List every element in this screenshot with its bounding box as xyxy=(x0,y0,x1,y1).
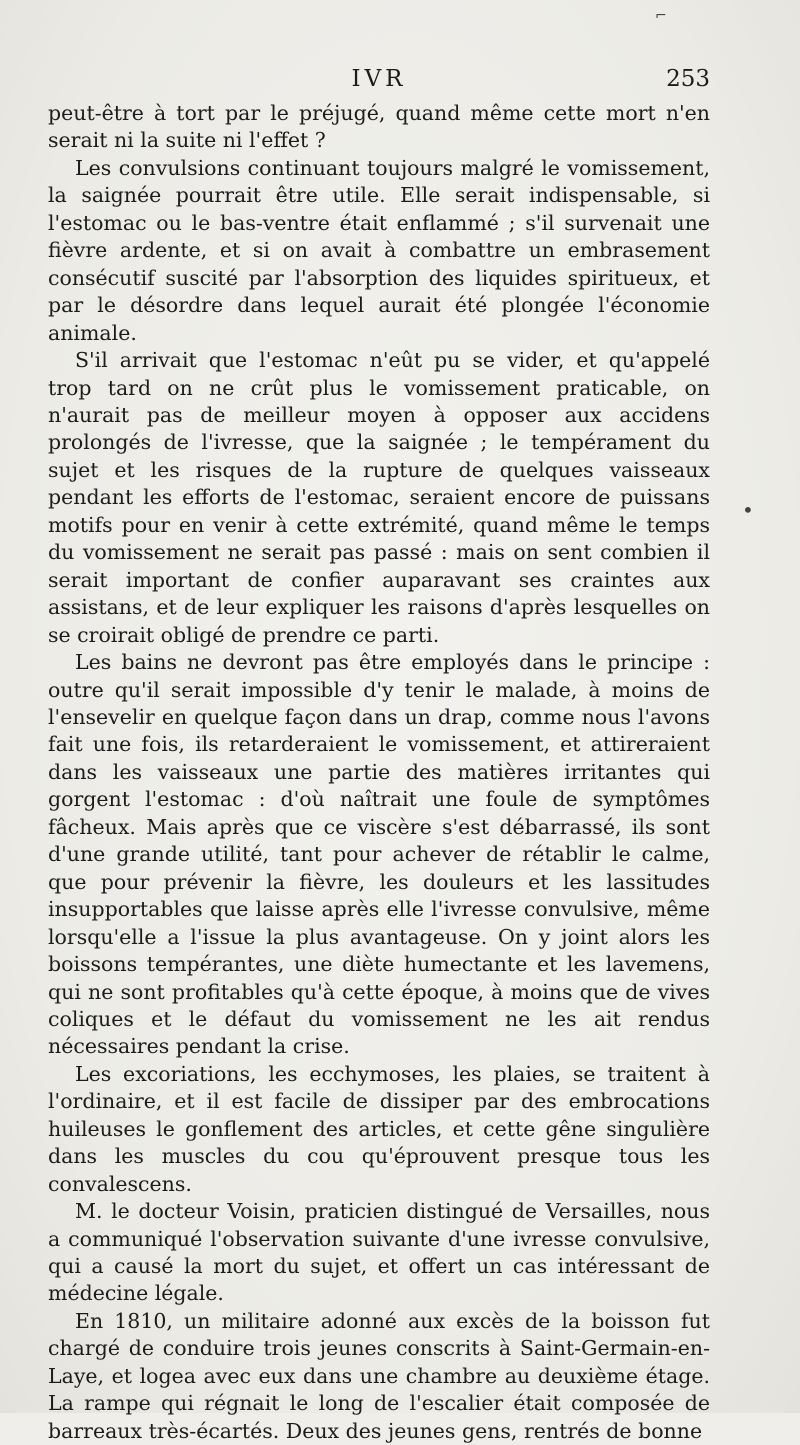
paragraph-voisin: M. le docteur Voisin, praticien distingué de Versailles, nous a communiqué l'observation suivante d'une ivresse convulsive, qui a causé la mort du sujet, et offert un cas intéressant de médecine légale. xyxy=(48,1199,710,1306)
paragraph-continued: peut-être à tort par le préjugé, quand même cette mort n'en serait ni la suite ni l'effet ? xyxy=(48,101,710,153)
paragraph-1810: En 1810, un militaire adonné aux excès de la boisson fut chargé de conduire trois jeunes conscrits à Saint-Germain-en-Laye, et logea avec eux dans une chambre au deuxième étage. La rampe qui régnait le long de l'escalier était composée de barreaux très-écartés. Deux des jeunes gens, rentrés de bonne xyxy=(48,1308,710,1443)
page-number: 253 xyxy=(666,66,710,92)
paragraph-excoriations: Les excoriations, les ecchymoses, les plaies, se traitent à l'ordinaire, et il est facile de dissiper par des embrocations huileuses le gonflement des articles, et cette gêne singulière dans les muscles du cou qu'éprouvent presque tous les convalescens. xyxy=(48,1061,710,1196)
running-title: IVR xyxy=(351,66,407,92)
paragraph-saignee: S'il arrivait que l'estomac n'eût pu se vider, et qu'appelé trop tard on ne crût plus le vomissement praticable, on n'aurait pas de meilleur moyen à opposer aux accidens prolongés de l'ivresse, que la saignée ; le tempérament du sujet et les risques de la rupture de quelques vaisseaux pendant les efforts de l'estomac, seraient encore de puissans motifs pour en venir à cette extrémité, quand même le temps du vomissement ne serait pas passé : mais on sent combien il serait important de confier auparavant ses craintes aux assistans, et de leur expliquer les raisons d'après lesquelles on se croirait obligé de prendre ce parti. xyxy=(48,348,710,647)
body-text xyxy=(48,100,710,1445)
paragraph-convulsions: Les convulsions continuant toujours malgré le vomissement, la saignée pourrait être utile. Elle serait indispensable, si l'estomac ou le bas-ventre était enflammé ; s'il survenait une fièvre ardente, et si on avait à combattre un embrasement consécutif suscité par l'absorption des liquides spiritueux, et par le désordre dans lequel aurait été plongée l'économie animale. xyxy=(48,155,710,345)
running-head xyxy=(48,66,710,102)
margin-speck: • xyxy=(742,498,754,522)
paragraph-bains: Les bains ne devront pas être employés dans le principe : outre qu'il serait impossible d'y tenir le malade, à moins de l'ensevelir en quelque façon dans un drap, comme nous l'avons fait une fois, ils retarderaient le vomissement, et attireraient dans les vaisseaux une partie des matières irritantes qui gorgent l'estomac : d'où naîtrait une foule de symptômes fâcheux. Mais après que ce viscère s'est débarrassé, ils sont d'une grande utilité, tant pour achever de rétablir le calme, que pour prévenir la fièvre, les douleurs et les lassitudes insupportables que laisse après elle l'ivresse convulsive, même lorsqu'elle a l'issue la plus avantageuse. On y joint alors les boissons tempérantes, une diète humectante et les lavemens, qui ne sont profitables qu'à cette époque, à moins que de vives coliques et le défaut du vomissement ne les ait rendus nécessaires pendant la crise. xyxy=(48,650,710,1059)
margin-speck-top: ⌐ xyxy=(655,8,667,24)
